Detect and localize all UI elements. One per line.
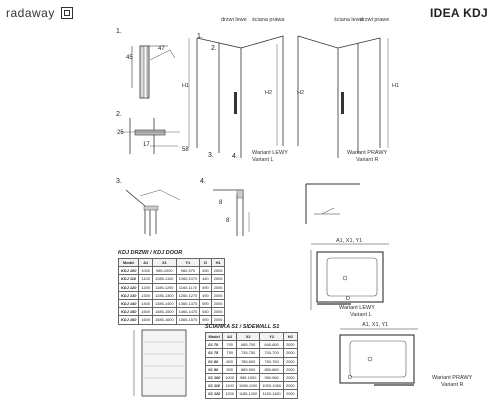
variant-left-label: Wariant LEWY [252, 150, 288, 156]
dim-h1-left: H1 [182, 83, 190, 89]
dim-h2-left: H2 [265, 90, 273, 96]
door-cell: 1300 [139, 291, 153, 299]
side-cell: S1 90 [206, 365, 223, 373]
side-cell: 1100 [223, 382, 237, 390]
door-cell: 1460-1470 [176, 308, 200, 316]
side-cell: 1150-1160 [260, 390, 284, 398]
door-cell: KDJ 150 [119, 308, 139, 316]
elev-step-4-label: 4. [232, 153, 238, 160]
side-cell: 750 [223, 349, 237, 357]
door-col-y1: Y1 [176, 259, 200, 267]
door-cell: 2005 [211, 291, 225, 299]
side-row [206, 349, 298, 357]
side-col-y2: Y2 [260, 333, 284, 341]
variant-right-label: Wariant PRAWY [347, 150, 388, 156]
door-cell: 1400 [139, 299, 153, 307]
door-table-title: KDJ DRZWI / KDJ DOOR [118, 250, 183, 256]
side-cell: 2000 [283, 390, 297, 398]
door-cell: 1385-1400 [153, 299, 177, 307]
detail-2-handle-section [120, 118, 190, 158]
side-cell: 640-650 [260, 341, 284, 349]
side-col-x2: X2 [237, 333, 260, 341]
brand-logo [6, 6, 73, 20]
door-cell: 1485-1500 [153, 308, 177, 316]
dim-a1: A1 [336, 238, 343, 244]
side-cell: 2000 [283, 357, 297, 365]
dim-45: 45 [126, 55, 133, 61]
door-table [118, 258, 225, 325]
side-cell: 785-800 [237, 357, 260, 365]
label-door-left: drzwi lewe [221, 17, 247, 23]
side-cell: S1 100 [206, 373, 223, 381]
product-title: IDEA KDJ [430, 6, 488, 20]
plan-right-variant-en: Variant R [441, 382, 464, 388]
dim-17: 17 [143, 142, 150, 148]
side-col-h2: H2 [283, 333, 297, 341]
side-cell: 850-860 [260, 365, 284, 373]
door-cell: 1085-1100 [153, 275, 177, 283]
step-4-label: 4. [200, 178, 206, 185]
side-col-model: Model [206, 333, 223, 341]
door-cell: 440 [200, 275, 212, 283]
side-row [206, 382, 298, 390]
label-wall-right: ściana prawa [252, 17, 285, 23]
side-cell: 950-960 [260, 373, 284, 381]
plan-right-dims: A1, X1, Y1 [362, 322, 389, 328]
dim-47: 47 [158, 46, 165, 52]
door-col-d: D [200, 259, 212, 267]
side-cell: 2000 [283, 341, 297, 349]
door-cell: 490 [200, 267, 212, 275]
door-cell: 1260-1270 [176, 291, 200, 299]
side-row [206, 390, 298, 398]
dim-y1-r: Y1 [381, 322, 389, 328]
side-row [206, 357, 298, 365]
dim-25: 25 [117, 130, 124, 136]
elev-step-1-label: 1. [197, 33, 203, 40]
door-cell: 1560-1570 [176, 316, 200, 324]
door-cell: 1200 [139, 283, 153, 291]
door-row [119, 316, 225, 324]
door-col-model: Model [119, 259, 139, 267]
side-cell: 1085-1100 [237, 382, 260, 390]
side-cell: 800 [223, 357, 237, 365]
door-cell: KDJ 100 [119, 267, 139, 275]
sidewall-elevation [118, 326, 198, 398]
door-cell: 2005 [211, 299, 225, 307]
door-cell: 1000 [139, 267, 153, 275]
side-row [206, 373, 298, 381]
door-cell: 590 [200, 299, 212, 307]
side-cell: S1 70 [206, 341, 223, 349]
door-row [119, 299, 225, 307]
door-cell: 1060-1070 [176, 275, 200, 283]
door-col-h1: H1 [211, 259, 225, 267]
door-cell: 490 [200, 283, 212, 291]
door-table-header [119, 259, 225, 267]
side-cell: S1 120 [206, 390, 223, 398]
door-cell: 1160-1170 [176, 283, 200, 291]
logo-mark-icon [61, 7, 73, 19]
dim-8-top: 8 [219, 200, 223, 206]
plan-view-right [330, 325, 425, 395]
side-cell: S1 110 [206, 382, 223, 390]
side-cell: 700 [223, 341, 237, 349]
door-cell: 985-1000 [153, 267, 177, 275]
side-cell: S1 75 [206, 349, 223, 357]
side-cell: 2000 [283, 349, 297, 357]
door-cell: KDJ 110 [119, 275, 139, 283]
dim-y1: Y1 [355, 238, 363, 244]
side-cell: 700-700 [260, 349, 284, 357]
door-cell: KDJ 130 [119, 291, 139, 299]
dim-a1-r: A1 [362, 322, 369, 328]
plan-right-dim-d: D [348, 375, 352, 381]
door-cell: 1585-1600 [153, 316, 177, 324]
side-cell: 2000 [283, 382, 297, 390]
door-cell: 490 [200, 291, 212, 299]
door-cell: KDJ 140 [119, 299, 139, 307]
door-cell: 1600 [139, 316, 153, 324]
side-cell: 2000 [283, 373, 297, 381]
step-2-label: 2. [116, 111, 122, 118]
door-row [119, 283, 225, 291]
top-view-detail [300, 180, 370, 230]
dim-x1: X1 [345, 238, 353, 244]
side-cell: 2000 [283, 365, 297, 373]
side-cell: 735-750 [237, 349, 260, 357]
door-cell: 690 [200, 316, 212, 324]
door-cell: 1500 [139, 308, 153, 316]
plan-left-dims: A1, X1, Y1 [336, 238, 363, 244]
side-cell: 1050-1060 [260, 382, 284, 390]
door-cell: 640 [200, 308, 212, 316]
dim-58: 58 [182, 147, 189, 153]
label-door-right: drzwi prawe [360, 17, 390, 23]
side-table-title: ŚCIANKA S1 / SIDEWALL S1 [205, 324, 280, 330]
side-table [205, 332, 298, 399]
door-cell: 2005 [211, 283, 225, 291]
label-wall-left: ściana lewa [334, 17, 363, 23]
door-cell: KDJ 160 [119, 316, 139, 324]
door-cell: KDJ 120 [119, 283, 139, 291]
door-col-x1: X1 [153, 259, 177, 267]
door-row [119, 308, 225, 316]
plan-right-variant: Wariant PRAWY [432, 375, 473, 381]
variant-right-en: Variant R [356, 157, 379, 163]
door-cell: 1360-1370 [176, 299, 200, 307]
side-cell: 1000 [223, 373, 237, 381]
door-cell: 2005 [211, 267, 225, 275]
door-cell: 2005 [211, 316, 225, 324]
door-row [119, 291, 225, 299]
plan-left-variant-en: Variant L [350, 312, 372, 318]
side-cell: 1200 [223, 390, 237, 398]
brand-name: radaway [6, 6, 55, 20]
side-col-a2: A2 [223, 333, 237, 341]
side-row [206, 365, 298, 373]
side-cell: S1 80 [206, 357, 223, 365]
door-cell: 1185-1200 [153, 283, 177, 291]
elev-step-2-label: 2. [211, 45, 217, 52]
side-cell: 900 [223, 365, 237, 373]
door-col-a1: A1 [139, 259, 153, 267]
door-row [119, 267, 225, 275]
step-3-label: 3. [116, 178, 122, 185]
detail-4-profile [203, 186, 263, 241]
side-table-header [206, 333, 298, 341]
elevation-right-variant [292, 18, 392, 163]
door-cell: 1100 [139, 275, 153, 283]
plan-left-dim-d: D [346, 296, 350, 302]
door-cell: 2005 [211, 275, 225, 283]
detail-1-wall-profile [120, 38, 190, 103]
plan-left-variant: Wariant LEWY [339, 305, 375, 311]
door-cell: 1285-1300 [153, 291, 177, 299]
elev-step-3-label: 3. [208, 152, 214, 159]
variant-left-en: Variant L [252, 157, 274, 163]
dim-h2-right: H2 [297, 90, 305, 96]
door-row [119, 275, 225, 283]
detail-3-seal [120, 186, 190, 241]
side-cell: 685-700 [237, 341, 260, 349]
side-cell: 985-1000 [237, 373, 260, 381]
door-cell: 2005 [211, 308, 225, 316]
side-row [206, 341, 298, 349]
dim-x1-r: X1 [371, 322, 379, 328]
side-cell: 885-900 [237, 365, 260, 373]
side-cell: 1185-1200 [237, 390, 260, 398]
side-cell: 750-760 [260, 357, 284, 365]
door-cell: 960-970 [176, 267, 200, 275]
dim-8-side: 8 [226, 218, 230, 224]
step-1-label: 1. [116, 28, 122, 35]
dim-h1-right: H1 [392, 83, 400, 89]
